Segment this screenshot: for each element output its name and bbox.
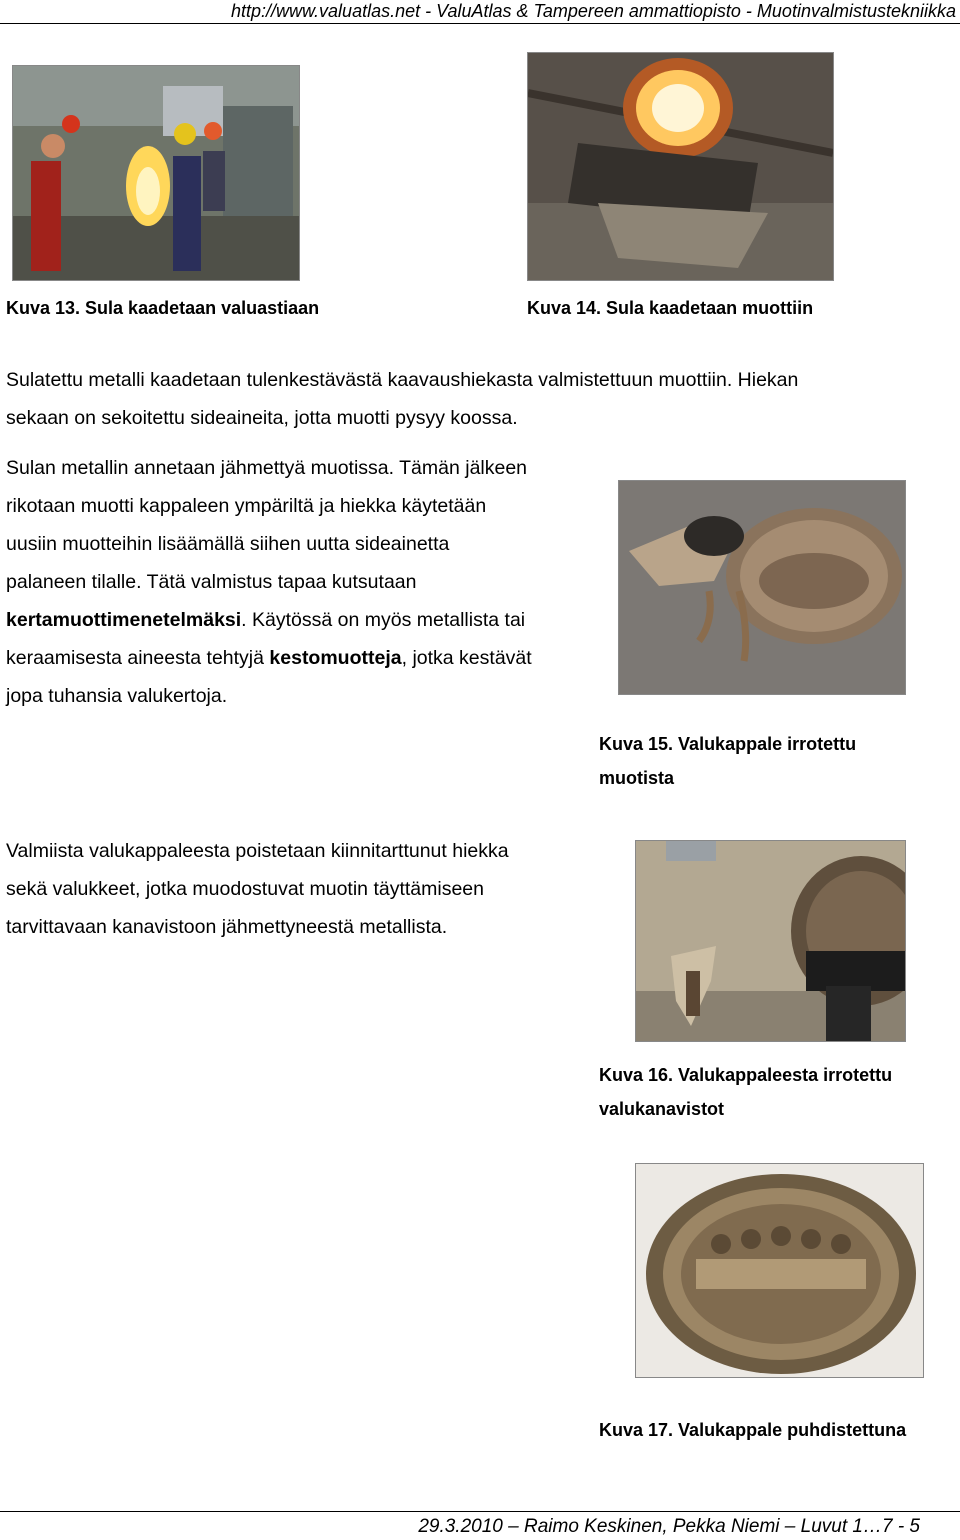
- footer-rule: [0, 1511, 960, 1512]
- paragraph-2-line: jopa tuhansia valukertoja.: [6, 685, 228, 707]
- paragraph-2-line: rikotaan muotti kappaleen ympäriltä ja hiekka käytetään: [6, 495, 487, 517]
- term-kestomuotti: kestomuotteja: [269, 647, 402, 669]
- paragraph-3: [6, 832, 626, 946]
- figure-13-caption: Kuva 13. Sula kaadetaan valuastiaan: [6, 298, 320, 318]
- figure-15-caption-line: muotista: [599, 768, 675, 788]
- term-kertamuotti: kertamuottimenetelmäksi: [6, 609, 242, 631]
- header-rule: [0, 23, 960, 24]
- figure-16-photo: [635, 840, 906, 1042]
- figure-16-caption-line: Kuva 16. Valukappaleesta irrotettu: [599, 1065, 893, 1085]
- figure-15-caption-line: Kuva 15. Valukappale irrotettu: [599, 734, 857, 754]
- paragraph-2-line: Sulan metallin annetaan jähmettyä muotissa. Tämän jälkeen: [6, 457, 528, 479]
- paragraph-2-line: [6, 601, 606, 639]
- figure-17-photo: [635, 1163, 924, 1378]
- figure-14-caption: Kuva 14. Sula kaadetaan muottiin: [527, 298, 814, 318]
- page-header: [0, 0, 960, 22]
- paragraph-2-text: . Käytössä on myös metallista tai: [241, 609, 526, 631]
- paragraph-3-line: sekä valukkeet, jotka muodostuvat muotin täyttämiseen: [6, 878, 484, 900]
- paragraph-3-line: tarvittavaan kanavistoon jähmettyneestä metallista.: [6, 916, 448, 938]
- paragraph-2-line: uusiin muotteihin lisäämällä siihen uutta sideainetta: [6, 533, 450, 555]
- paragraph-1-line: Sulatettu metalli kaadetaan tulenkestävästä kaavaushiekasta valmistettuun muottiin. Hiekan: [6, 369, 799, 391]
- paragraph-2-text: keraamisesta aineesta tehtyjä: [6, 647, 270, 669]
- figure-16-caption: [599, 1058, 892, 1126]
- paragraph-1: [6, 361, 956, 437]
- paragraph-2-line: palaneen tilalle. Tätä valmistus tapaa kutsutaan: [6, 571, 417, 593]
- paragraph-2: [6, 449, 606, 715]
- paragraph-1-line: sekaan on sekoitettu sideaineita, jotta muotti pysyy koossa.: [6, 407, 518, 429]
- figure-13-photo: [12, 65, 300, 281]
- page-footer: [0, 1514, 960, 1540]
- figure-15-photo: [618, 480, 906, 695]
- figure-17-caption: Kuva 17. Valukappale puhdistettuna: [599, 1420, 907, 1440]
- figure-16-caption-line: valukanavistot: [599, 1099, 725, 1119]
- paragraph-2-line: [6, 639, 606, 677]
- paragraph-2-text: , jotka kestävät: [401, 647, 532, 669]
- figure-15-caption: [599, 727, 856, 795]
- paragraph-3-line: Valmiista valukappaleesta poistetaan kiinnitarttunut hiekka: [6, 840, 509, 862]
- footer-text: 29.3.2010 – Raimo Keskinen, Pekka Niemi – Luvut 1…7 - 5: [418, 1516, 920, 1537]
- figure-14-photo: [527, 52, 834, 281]
- header-text: http://www.valuatlas.net - ValuAtlas & Tampereen ammattiopisto - Muotinvalmistustekniikka: [231, 1, 956, 21]
